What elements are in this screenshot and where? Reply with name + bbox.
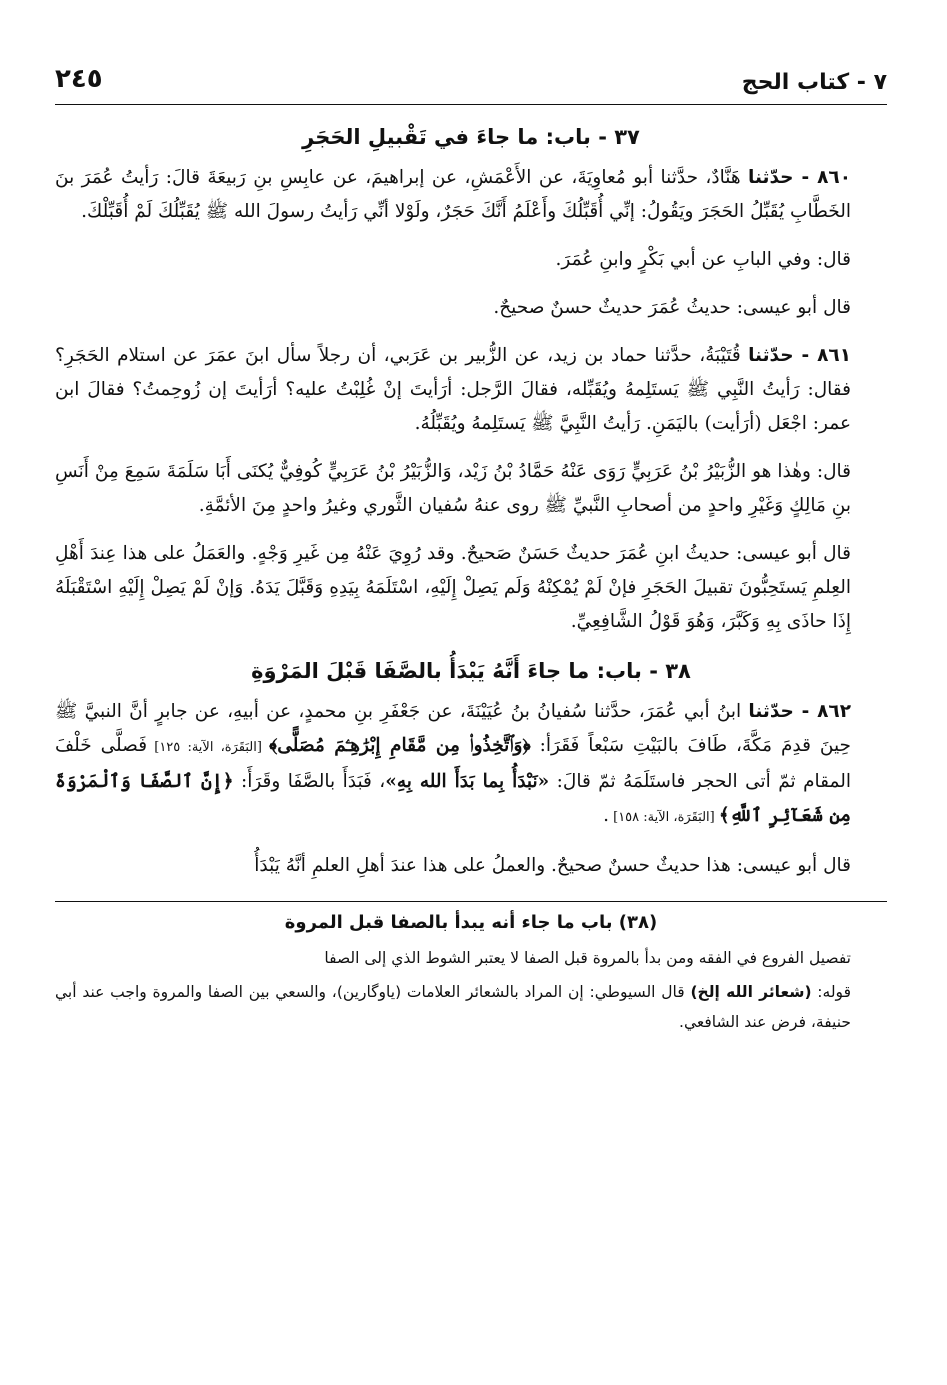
hadith-text: قُتَيْبَةُ، حدَّثنا حماد بن زيد، عن الزُّبير بن عَرَبي، أن رجلاً سأل ابنَ عمَرَ عن استلام الحَجَرِ؟ فقال: رَأيتُ النَّبِي ﷺ يَستَلِمهُ ويُقَبِّله، فقالَ الرَّجل: أرَأيتَ إنْ غُلِبْتُ عليه؟ أرَأيتَ إن زُوحِمتُ؟ فقالَ ابن عمر: اجْعَل (أرَأيت) باليَمَنِ. رَأيتُ النَّبِيَّ ﷺ يَستَلِمهُ ويُقَبِّلُهُ. xyxy=(55,345,851,434)
page-header xyxy=(55,60,887,105)
chapter-title: ٧ - كتاب الحج xyxy=(741,70,887,95)
footnote-line: تفصيل الفروع في الفقه ومن بدأ بالمروة قبل الصفا لا يعتبر الشوط الذي إلى الصفا xyxy=(324,949,851,967)
hadith-number: ٨٦٢ - xyxy=(793,701,852,722)
verse-reference: [البَقَرَة، الآية: ١٢٥] xyxy=(147,740,270,755)
section-38-title: ٣٨ - باب: ما جاءَ أَنَّهُ يَبْدَأُ بالصَّفَا قَبْلَ المَرْوَةِ xyxy=(251,659,691,683)
haddathana-word: حدّثنا xyxy=(748,167,794,188)
footnote-term: (شعائر الله إلخ) xyxy=(690,983,812,1001)
abu-isa-comment: قال أبو عيسى: هذا حديثٌ حسنٌ صحيحٌ. والعملُ على هذا عندَ أهلِ العلمِ أنَّهُ يَبْدَأُ xyxy=(254,855,851,876)
hadith-text: ، فَبَدَأَ بالصَّفَا وقَرَأَ: xyxy=(233,771,386,792)
section-37-title: ٣٧ - باب: ما جاءَ في تَقْبيلِ الحَجَرِ xyxy=(302,125,640,149)
haddathana-word: حدّثنا xyxy=(748,701,794,722)
abu-isa-comment: قال أبو عيسى: حديثُ عُمَرَ حديثٌ حسنٌ صحيحٌ. xyxy=(493,297,851,318)
footnote-divider xyxy=(55,901,887,902)
hadith-862 xyxy=(55,695,887,835)
footnote-line xyxy=(55,977,887,1037)
haddathana-word: حدّثنا xyxy=(748,345,794,366)
hadith-text: هَنَّادٌ، حدَّثنا أبو مُعاوِيَةَ، عن الأَعْمَشِ، عن إبراهيمَ، عن عابِسِ بنِ رَبيعَةَ قالَ: رَأيتُ عُمَرَ بنَ الخَطَّابِ يُقَبِّلُ الحَجَرَ ويَقُولُ: إنِّي أُقَبِّلُكَ وأَعْلَمُ أَنَّكَ حَجَرٌ، ولَوْلا أنِّي رَأيتُ رسولَ الله ﷺ يُقَبِّلُكَ لَمْ أُقَبِّلْكَ. xyxy=(55,167,851,222)
hadith-text: ابنُ أبي عُمَرَ، حدَّثنا سُفيانُ بنُ عُيَيْنَةَ، عن جَعْفَرِ بنِ محمدٍ، عن أبيهِ، عن جابرٍ أنَّ النبيَّ ﷺ حِينَ قدِمَ مَكَّةَ، طَافَ بالبَيْتِ سَبْعاً فَقَرَأ: xyxy=(55,701,851,756)
footnote-text: قال السيوطي: إن المراد بالشعائر العلامات (ياوگارين)، والسعي بين الصفا والمروة واجب عند أبي حنيفة، فرض عند الشافعي. xyxy=(55,983,851,1031)
hadith-text: فَصلَّى خَلْفَ المقام ثمّ أتى الحجر فاستَلَمَهُ ثمّ قالَ: xyxy=(55,735,851,792)
hadith-text: . xyxy=(603,805,609,826)
hadith-861 xyxy=(55,339,887,441)
footnote-label: قوله: xyxy=(811,983,851,1001)
bab-note: قال: وفي البابِ عن أبي بَكْرٍ وابنِ عُمَرَ. xyxy=(555,249,851,270)
narrator-note: قال: وهٰذا هو الزُّبَيْرُ بْنُ عَرَبِيٍّ رَوَى عَنْهُ حَمَّادُ بْنُ زَيْد، وَالزُّبَيْرُ بْنُ عَرَبِيٍّ كُوفِيٌّ يُكنَى أَبَا سَلَمَةَ سَمِعَ مِنْ أَنَسِ بنِ مَالِكٍ وَغَيْرِ واحدٍ من أصحابِ النَّبيِّ ﷺ روى عنهُ سُفيان الثَّوري وغيرُ واحدٍ مِنَ الأئمَّةِ. xyxy=(55,461,851,516)
verse-reference: [البَقَرَة، الآية: ١٥٨] xyxy=(608,810,719,825)
page-number: ٢٤٥ xyxy=(55,64,103,94)
quran-verse: ﴿وَٱتَّخِذُوا۟ مِن مَّقَامِ إِبْرَٰهِـۧمَ مُصَلًّى﴾ xyxy=(269,735,531,756)
quran-verse: ﴿إِنَّ ٱلصَّفَا وَٱلْمَرْوَةَ مِن شَعَآئِرِ ٱللَّهِ﴾ xyxy=(55,771,851,826)
hadith-number: ٨٦١ - xyxy=(793,345,851,366)
prophetic-quote: «نَبْدَأُ بِما بَدَأَ الله بِهِ» xyxy=(385,771,550,792)
hadith-860 xyxy=(55,161,887,229)
hadith-number: ٨٦٠ - xyxy=(793,167,851,188)
footnote-title: (٣٨) باب ما جاء أنه يبدأ بالصفا قبل المروة xyxy=(284,912,658,933)
abu-isa-comment: قال أبو عيسى: حديثُ ابنِ عُمَرَ حديثٌ حَسَنٌ صَحيحٌ. وقد رُوِيَ عَنْهُ مِن غَيرِ وَجْهٍ. والعَمَلُ على هذا عِندَ أَهْلِ العِلمِ يَستَحِبُّونَ تقبيلَ الحَجَرِ فإنْ لَمْ يُمْكِنْهُ وَلَم يَصِلْ إِلَيْهِ، اسْتَلَمَهُ بِيَدِهِ وَقَبَّلَ يَدَهُ. وَإنْ لَمْ يَصِلْ إِلَيْهِ اسْتَقْبَلَهُ إِذَا حاذَى بِهِ وَكَبَّرَ، وَهُوَ قَوْلُ الشَّافِعِيِّ. xyxy=(55,543,851,632)
book-page xyxy=(55,60,887,1041)
